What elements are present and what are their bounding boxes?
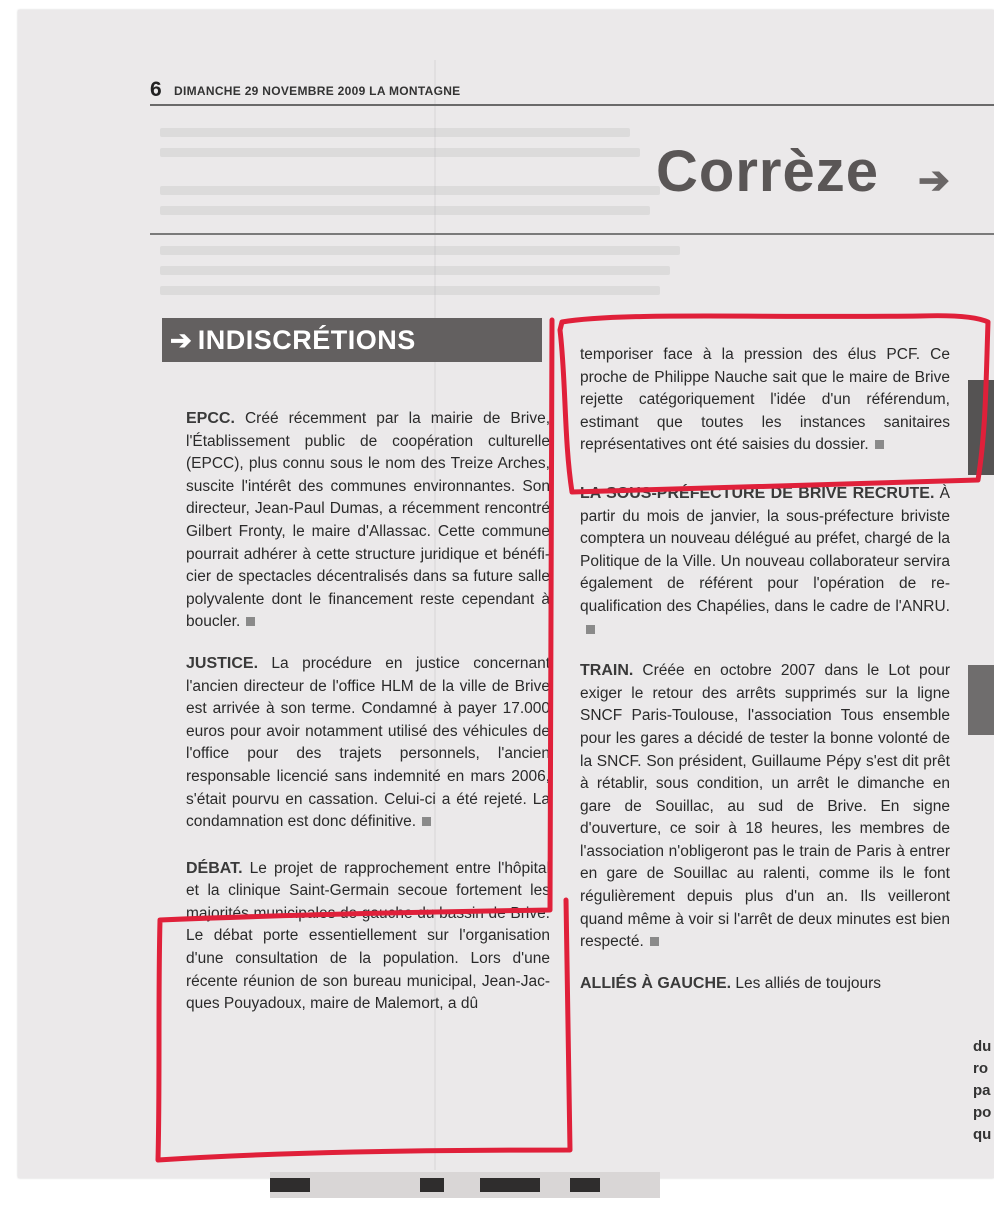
section-title: Corrèze — [656, 139, 879, 204]
edge-fragment: po — [973, 1104, 992, 1121]
item-keyword: ALLIÉS À GAUCHE. — [580, 974, 732, 992]
page-header — [150, 80, 994, 106]
item-train — [580, 660, 950, 954]
item-text: Le projet de rapprochement entre l'hôpital et la clinique Saint-Germain secoue fortement les majorités municipales de gauche du bassin de Brive. Le débat porte essentiellement sur l'organisation d'une consultation de la population. Lors d'une récente réunion de son bureau municipal, Jean-Jacques Pouyadoux, maire de Malemort, a dû — [186, 859, 550, 1013]
column-banner — [162, 318, 542, 362]
item-keyword: JUSTICE. — [186, 654, 259, 672]
item-text: Créée en octobre 2007 dans le Lot pour exiger le retour des arrêts supprimés sur la ligne SNCF Paris-Toulouse, l'association Tous ensemble pour les gares a décidé de tester la bonne volonté de la SNCF. Son président, Guillaume Pépy s'est dit prêt à rétablir, sous condition, un arrêt le dimanche en gare de Souillac, au sud de Brive. En signe d'ouverture, ce soir à 18 heures, les membres de l'association n'obligeront pas le train de Paris à entrer en gare de Souillac au ralenti, comme ils le font régulièrement depuis plus d'un an. Ils veilleront quand même à voir si l'arrêt de deux minutes est bien respecté. — [580, 662, 950, 951]
item-epcc — [186, 408, 550, 634]
banner-label: INDISCRÉTIONS — [197, 324, 416, 355]
end-mark-icon — [422, 817, 431, 826]
edge-fragment: ro — [973, 1060, 988, 1077]
item-debat-continuation — [580, 344, 950, 457]
banner-arrow-icon: ➔ — [170, 324, 192, 355]
right-column — [580, 344, 950, 1014]
item-text: Les alliés de toujours — [731, 974, 882, 992]
item-keyword: DÉBAT. — [186, 859, 243, 877]
item-keyword: LA SOUS-PRÉFECTURE DE BRIVE RECRUTE. — [580, 484, 935, 502]
section-rule — [150, 233, 994, 235]
item-sous-prefecture — [580, 483, 950, 641]
item-text: temporiser face à la pression des élus PCF. Ce proche de Philippe Nauche sait que le maire de Brive rejette catégoriquement l'idée d'un référendum, estimant que toutes les instances sanitaires représentatives ont été saisies du dossier. — [580, 346, 950, 454]
header-date-and-paper: DIMANCHE 29 NOVEMBRE 2009 LA MONTAGNE — [174, 84, 461, 98]
page-number: 6 — [150, 78, 162, 101]
item-allies — [580, 973, 950, 996]
edge-fragment: qu — [973, 1126, 992, 1143]
item-text: Créé récemment par la mairie de Brive, l'Établissement public de coopération culturelle (EPCC), plus connu sous le nom des Treize Arches, suscite l'intérêt des communes environnantes. Son directeur, Jean-Paul Dumas, a récemment rencontré Gilbert Fronty, le maire d'Allassac. Cette commune pourrait adhérer à cette structure juridique et bénéficier de spectacles décentralisés dans sa future salle polyvalente dont le financement reste cependant à boucler. — [186, 410, 550, 631]
end-mark-icon — [875, 440, 884, 449]
item-justice — [186, 653, 550, 834]
torn-page-fragment — [270, 1172, 660, 1198]
item-keyword: EPCC. — [186, 410, 235, 427]
item-debat — [186, 858, 550, 1016]
item-text: La procédure en justice concernant l'ancien directeur de l'office HLM de la ville de Brive est arrivée à son terme. Condamné à payer 17.000 euros pour avoir notamment utilisé des véhicules de l'office pour des trajets personnels, l'ancien responsable licencié sans indemnité en mars 2006, s'était pourvu en cassation. Celui-ci a été rejeté. La condamnation est donc définitive. — [186, 654, 550, 831]
left-column — [186, 408, 550, 1035]
edge-fragment: du — [973, 1038, 992, 1055]
end-mark-icon — [246, 617, 255, 626]
end-mark-icon — [586, 625, 595, 634]
end-mark-icon — [650, 937, 659, 946]
item-text: À partir du mois de janvier, la sous-préfecture briviste comptera un nouveau délégué au préfet, chargé de la Politique de la Ville. Un nouveau collaborateur servira également de référent pour l'opération de requalification des Chapélies, dans le cadre de l'ANRU. — [580, 484, 950, 615]
edge-fragment: pa — [973, 1082, 991, 1099]
item-keyword: TRAIN. — [580, 662, 634, 680]
section-arrow-icon: ➔ — [918, 160, 950, 202]
